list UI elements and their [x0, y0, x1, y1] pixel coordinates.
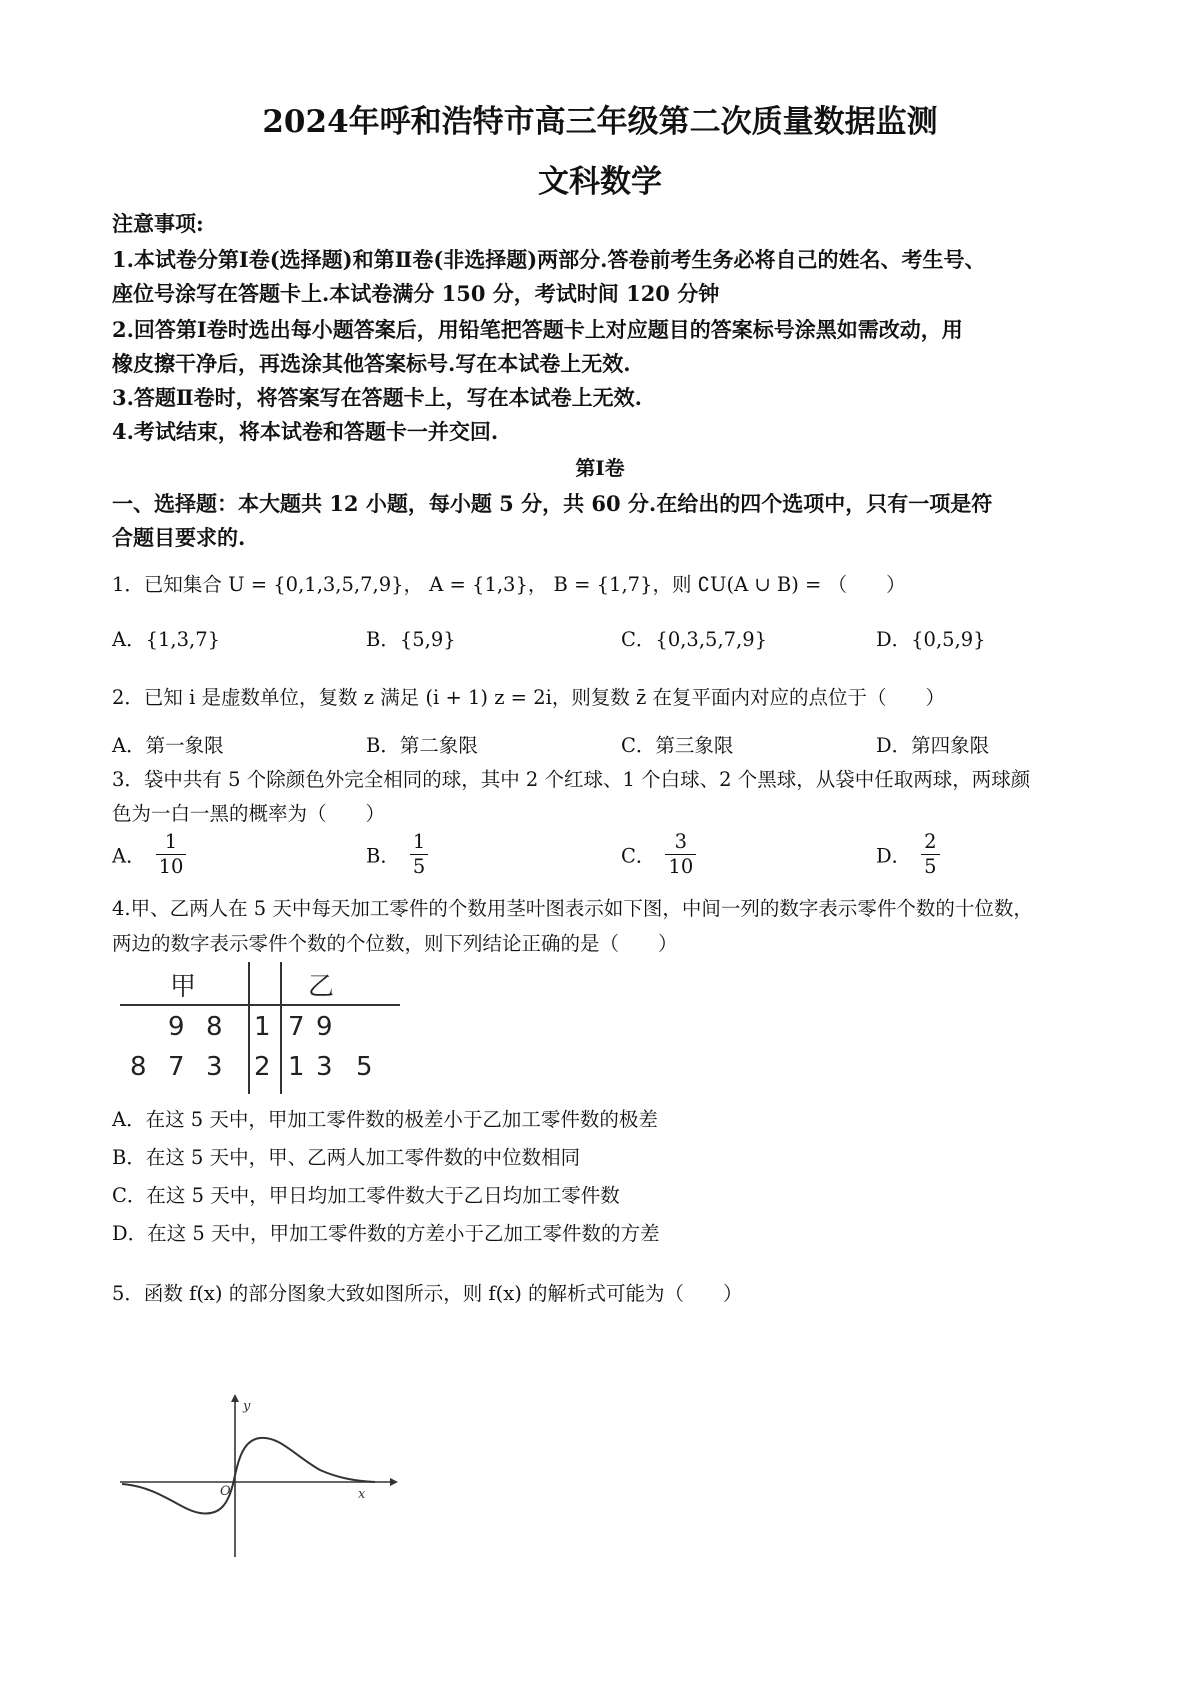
numerator: 3	[665, 830, 696, 855]
option-letter: D．	[876, 844, 912, 868]
option-letter: A．	[112, 844, 146, 868]
notice-line: 座位号涂写在答题卡上.本试卷满分 150 分，考试时间 120 分钟	[112, 281, 720, 306]
question-1-option-c: C．{0,3,5,7,9}	[621, 628, 768, 651]
stem-value: 2	[254, 1052, 271, 1082]
stem-divider-right	[280, 962, 282, 1094]
question-1-option-d: D．{0,5,9}	[876, 628, 986, 651]
leaf: 9	[316, 1012, 333, 1042]
question-4-stem: 4.甲、乙两人在 5 天中每天加工零件的个数用茎叶图表示如下图，中间一列的数字表示零件个数的十位数，	[112, 897, 1033, 920]
option-letter: C．	[621, 844, 656, 868]
question-1-option-b: B．{5,9}	[366, 628, 456, 651]
numerator: 1	[410, 830, 428, 855]
question-4-option-a: A．在这 5 天中，甲加工零件数的极差小于乙加工零件数的极差	[112, 1108, 658, 1131]
leaf: 8	[206, 1012, 223, 1042]
question-2-option-a: A．第一象限	[112, 734, 224, 757]
y-axis-arrow	[231, 1394, 239, 1402]
question-2-option-b: B．第二象限	[366, 734, 478, 757]
fraction	[156, 830, 187, 879]
leaf: 1	[288, 1052, 305, 1082]
stem-leaf-plot	[120, 962, 420, 1102]
notice-line: 1.本试卷分第Ⅰ卷(选择题)和第Ⅱ卷(非选择题)两部分.答卷前考生务必将自己的姓名、考生号、	[112, 247, 986, 272]
numerator: 2	[921, 830, 939, 855]
question-5-stem: 5．函数 f(x) 的部分图象大致如图所示，则 f(x) 的解析式可能为（ ）	[112, 1282, 743, 1305]
question-4-option-b: B．在这 5 天中，甲、乙两人加工零件数的中位数相同	[112, 1146, 581, 1169]
origin-label: O	[220, 1484, 231, 1499]
leaf: 3	[206, 1052, 223, 1082]
question-3-option-c	[621, 830, 696, 879]
question-3-option-d	[876, 830, 940, 879]
fraction	[921, 830, 939, 879]
question-2-option-c: C．第三象限	[621, 734, 734, 757]
numerator: 1	[156, 830, 187, 855]
function-curve	[122, 1438, 375, 1514]
x-axis-arrow	[390, 1478, 398, 1486]
denominator: 10	[668, 855, 694, 878]
leaf: 5	[356, 1052, 373, 1082]
fraction	[665, 830, 696, 879]
denominator: 5	[924, 855, 937, 878]
question-3-option-a	[112, 830, 186, 879]
leaf: 3	[316, 1052, 333, 1082]
stem-value: 1	[254, 1012, 271, 1042]
question-1-stem: 1．已知集合 U = {0,1,3,5,7,9}， A = {1,3}， B = {1,7}，则 ∁U(A ∪ B) = （ ）	[112, 573, 906, 596]
question-4-option-c: C．在这 5 天中，甲日均加工零件数大于乙日均加工零件数	[112, 1184, 620, 1207]
denominator: 10	[158, 855, 184, 878]
question-4-stem: 两边的数字表示零件个数的个位数，则下列结论正确的是（ ）	[112, 932, 678, 955]
question-1-option-a: A．{1,3,7}	[112, 628, 221, 651]
leaf: 7	[168, 1052, 185, 1082]
notice-line: 4.考试结束，将本试卷和答题卡一并交回.	[112, 419, 499, 444]
header-divider	[120, 1004, 400, 1006]
leaf: 8	[130, 1052, 147, 1082]
volume-heading: 第Ⅰ卷	[575, 456, 625, 480]
question-3-option-b	[366, 830, 428, 879]
exam-title: 2024年呼和浩特市高三年级第二次质量数据监测	[262, 104, 938, 140]
leaf: 9	[168, 1012, 185, 1042]
question-4-option-d: D．在这 5 天中，甲加工零件数的方差小于乙加工零件数的方差	[112, 1222, 660, 1245]
notice-line: 橡皮擦干净后，再选涂其他答案标号.写在本试卷上无效.	[112, 351, 631, 376]
section-instruction: 一、选择题：本大题共 12 小题，每小题 5 分，共 60 分.在给出的四个选项中，只有一项是符	[112, 491, 993, 516]
question-3-stem: 色为一白一黑的概率为（ ）	[112, 802, 386, 825]
right-header: 乙	[308, 972, 335, 1002]
notice-line: 2.回答第Ⅰ卷时选出每小题答案后，用铅笔把答题卡上对应题目的答案标号涂黑如需改动，用	[112, 317, 963, 342]
question-2-option-d: D．第四象限	[876, 734, 990, 757]
left-header: 甲	[170, 972, 197, 1002]
question-2-stem: 2．已知 i 是虚数单位，复数 z 满足 (i + 1) z = 2i，则复数 z̄ 在复平面内对应的点位于（ ）	[112, 686, 946, 709]
stem-divider-left	[248, 962, 250, 1094]
notice-line: 3.答题Ⅱ卷时，将答案写在答题卡上，写在本试卷上无效.	[112, 385, 642, 410]
question-3-stem: 3．袋中共有 5 个除颜色外完全相同的球，其中 2 个红球、1 个白球、2 个黑球，从袋中任取两球，两球颜	[112, 768, 1031, 791]
fraction	[410, 830, 428, 879]
x-axis-label: x	[358, 1487, 366, 1502]
function-graph	[120, 1392, 400, 1562]
section-instruction: 合题目要求的.	[112, 525, 246, 550]
y-axis-label: y	[243, 1399, 251, 1414]
leaf: 7	[288, 1012, 305, 1042]
option-letter: B．	[366, 844, 400, 868]
exam-subtitle: 文科数学	[538, 164, 662, 200]
denominator: 5	[412, 855, 426, 878]
notice-heading: 注意事项:	[112, 211, 204, 236]
